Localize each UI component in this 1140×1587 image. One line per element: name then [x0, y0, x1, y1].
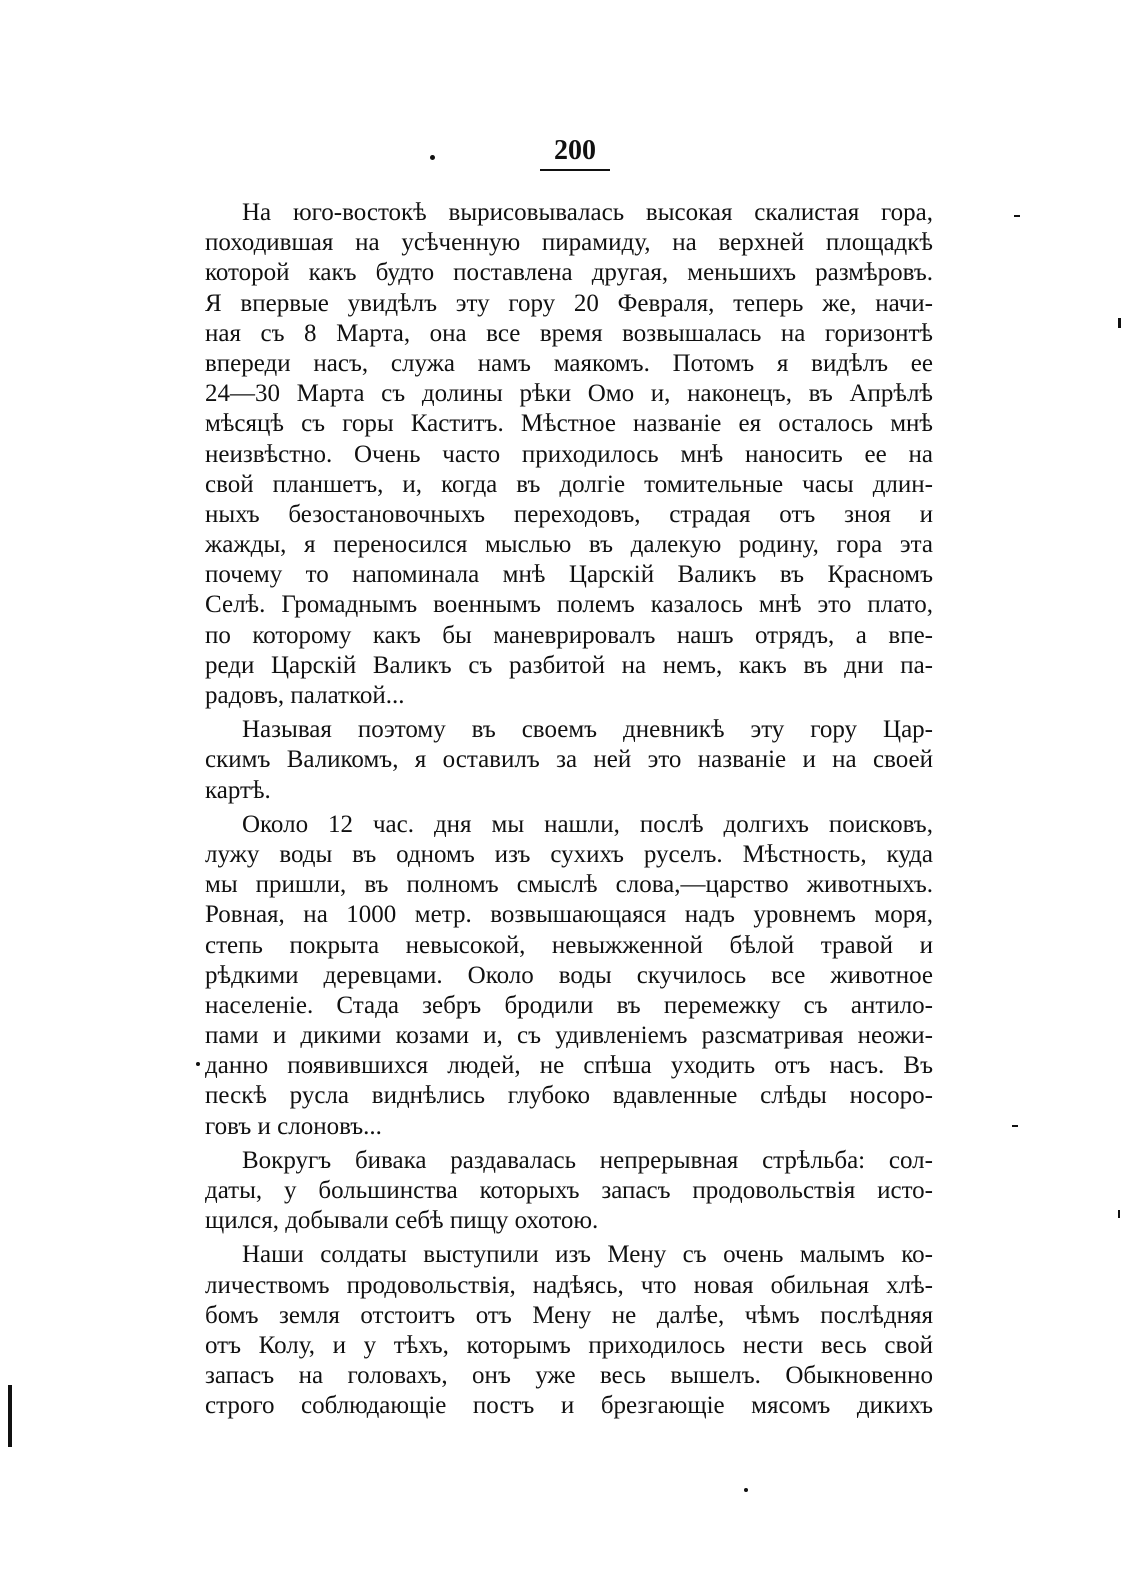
body-text: [205, 198, 933, 1426]
text-line: отъ Колу, и у тѣхъ, которымъ приходилось нести весь свой: [205, 1331, 933, 1359]
text-line: говъ и слоновъ...: [205, 1112, 382, 1140]
text-line: Я впервые увидѣлъ эту гору 20 Февраля, теперь же, начи-: [205, 289, 933, 317]
paragraph: [205, 1146, 933, 1237]
text-line: запасъ на головахъ, онъ уже весь вышелъ. Обыкновенно: [205, 1362, 933, 1390]
page-number: [0, 135, 1140, 171]
text-line: по которому какъ бы маневрировалъ нашъ отрядъ, а впе-: [205, 621, 933, 649]
text-line: личествомъ продовольствія, надѣясь, что новая обильная хлѣ-: [205, 1271, 933, 1299]
text-line: щился, добывали себѣ пищу охотою.: [205, 1207, 599, 1235]
page-number-label: 200: [540, 135, 610, 171]
text-line: населеніе. Стада зебръ бродили въ перемежку съ антило-: [205, 991, 933, 1019]
paragraph: [205, 810, 933, 1142]
text-line: Называя поэтому въ своемъ дневникѣ эту гору Цар-: [242, 716, 933, 744]
paragraph: [205, 1240, 933, 1421]
scan-edge-mark: [1012, 1125, 1018, 1127]
text-line: скимъ Валикомъ, я оставилъ за ней это названіе и на своей: [205, 746, 933, 774]
text-line: Селѣ. Громаднымъ военнымъ полемъ казалось мнѣ это плато,: [205, 591, 933, 619]
text-line: 24—30 Марта съ долины рѣки Омо и, наконецъ, въ Апрѣлѣ: [205, 380, 933, 408]
text-line: Около 12 час. дня мы нашли, послѣ долгихъ поисковъ,: [242, 810, 933, 838]
scan-edge-mark: [1118, 318, 1121, 328]
text-line: рѣдкими деревцами. Около воды скучилось все животное: [205, 961, 933, 989]
text-line: которой какъ будто поставлена другая, меньшихъ размѣровъ.: [205, 259, 933, 287]
margin-dot: [744, 1488, 748, 1492]
text-line: реди Царскій Валикъ съ разбитой на немъ, какъ въ дни па-: [205, 651, 933, 679]
text-line: мы пришли, въ полномъ смыслѣ слова,—царство животныхъ.: [205, 871, 933, 899]
text-line: почему то напоминала мнѣ Царскій Валикъ въ Красномъ: [205, 561, 933, 589]
text-line: ная съ 8 Марта, она все время возвышалась на горизонтѣ: [205, 319, 933, 347]
text-line: степь покрыта невысокой, невыжженной бѣлой травой и: [205, 931, 933, 959]
text-line: Ровная, на 1000 метр. возвышающаяся надъ уровнемъ моря,: [205, 901, 933, 929]
text-line: данно появившихся людей, не спѣша уходить отъ насъ. Въ: [205, 1052, 933, 1080]
text-line: жажды, я переносился мыслью въ далекую родину, гора эта: [205, 531, 933, 559]
text-line: Вокругъ бивака раздавалась непрерывная стрѣльба: сол-: [242, 1146, 933, 1174]
paragraph: [205, 715, 933, 806]
paragraph: [205, 198, 933, 711]
text-line: походившая на усѣченную пирамиду, на верхней площадкѣ: [205, 229, 933, 257]
text-line: ныхъ безостановочныхъ переходовъ, страдая отъ зноя и: [205, 500, 933, 528]
text-line: строго соблюдающіе постъ и брезгающіе мясомъ дикихъ: [205, 1392, 933, 1420]
margin-dot: [196, 1062, 200, 1066]
text-line: неизвѣстно. Очень часто приходилось мнѣ наносить ее на: [205, 440, 933, 468]
text-line: свой планшетъ, и, когда въ долгіе томительные часы длин-: [205, 470, 933, 498]
text-line: пами и дикими козами и, съ удивленіемъ разсматривая неожи-: [205, 1022, 933, 1050]
scan-edge-mark: [1014, 215, 1020, 217]
text-line: бомъ земля отстоитъ отъ Мену не далѣе, чѣмъ послѣдняя: [205, 1301, 933, 1329]
text-line: картѣ.: [205, 776, 271, 804]
text-line: радовъ, палаткой...: [205, 682, 405, 709]
text-line: На юго-востокѣ вырисовывалась высокая скалистая гора,: [242, 199, 933, 226]
text-line: даты, у большинства которыхъ запасъ продовольствія исто-: [205, 1177, 933, 1204]
scan-edge-mark: [1118, 1210, 1120, 1218]
text-line: пескѣ русла виднѣлись глубоко вдавленные слѣды носоро-: [205, 1082, 933, 1110]
text-line: впереди насъ, служа намъ маякомъ. Потомъ я видѣлъ ее: [205, 349, 933, 377]
margin-dot: [430, 155, 435, 160]
scan-edge-mark: [8, 1385, 12, 1447]
text-line: Наши солдаты выступили изъ Мену съ очень малымъ ко-: [242, 1241, 933, 1269]
text-line: мѣсяцѣ съ горы Каститъ. Мѣстное названіе ея осталось мнѣ: [205, 410, 933, 438]
text-line: лужу воды въ одномъ изъ сухихъ руселъ. Мѣстность, куда: [205, 840, 933, 868]
